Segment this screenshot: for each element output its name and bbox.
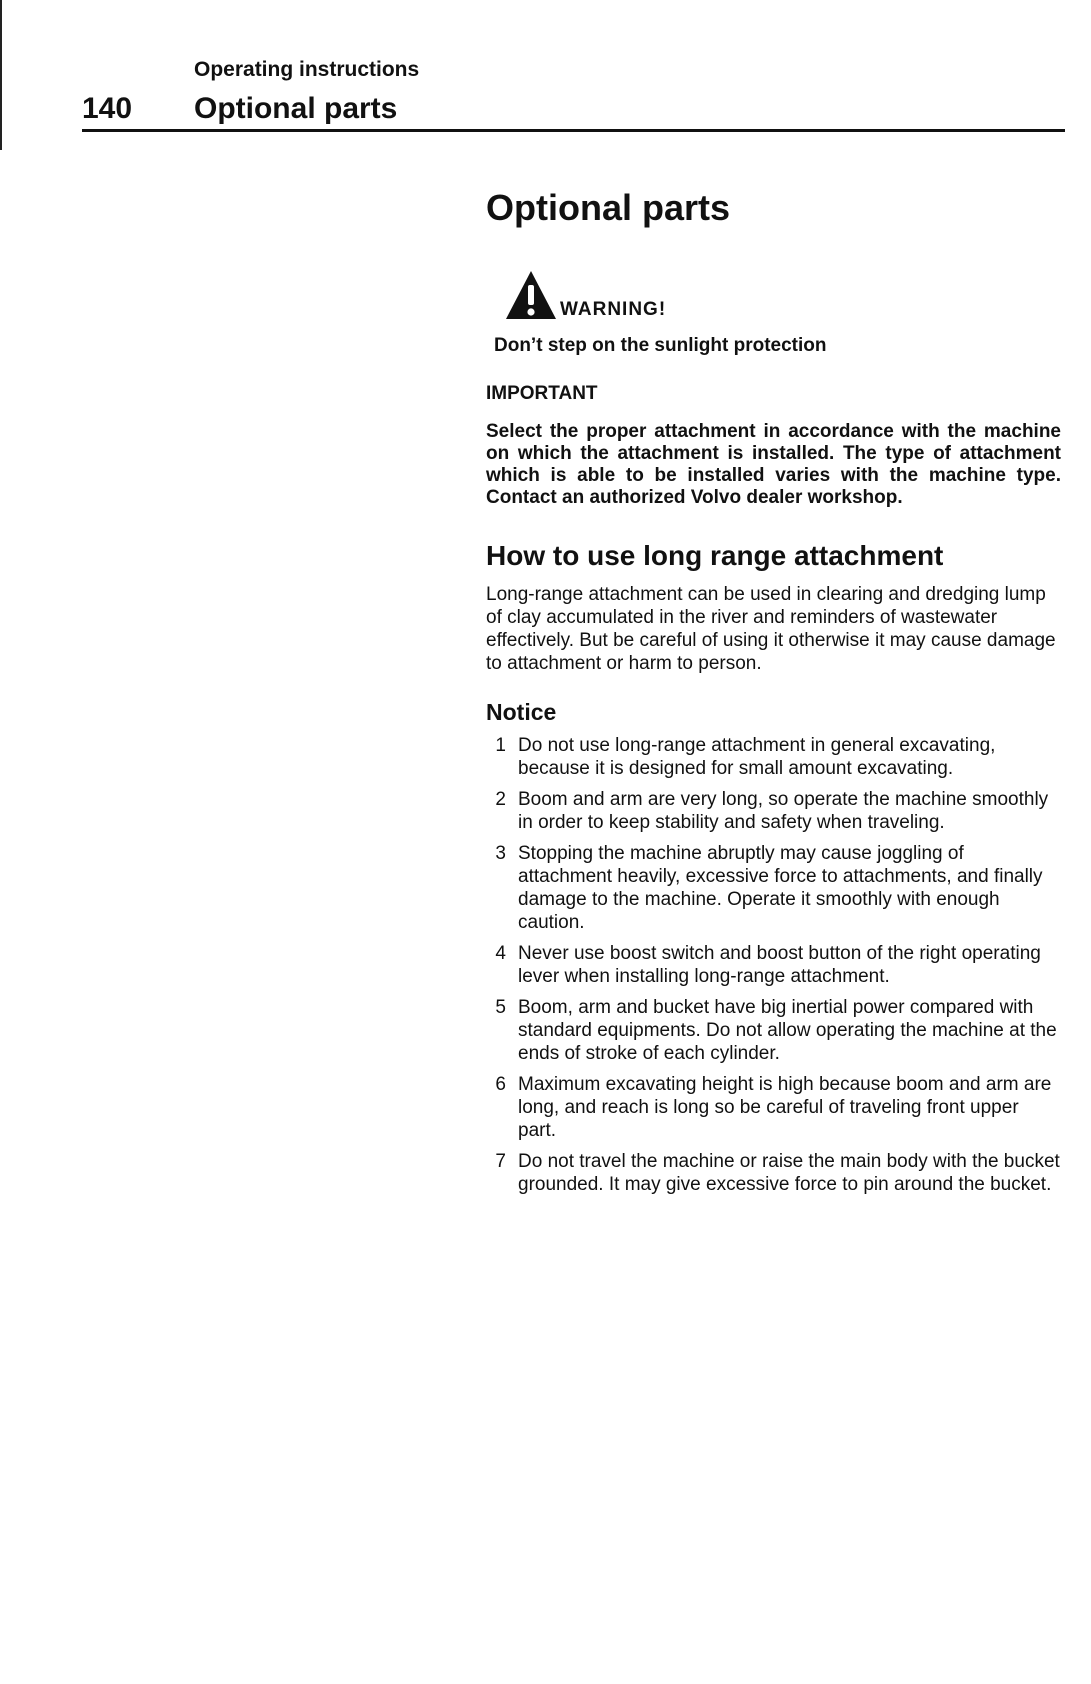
- list-item-number: 7: [495, 1150, 506, 1172]
- subsection-title: How to use long range attachment: [486, 540, 944, 572]
- list-item-text: Maximum excavating height is high because boom and arm are long, and reach is long so be careful of traveling front upper part.: [518, 1073, 1052, 1141]
- list-item: [486, 842, 1061, 934]
- intro-paragraph: Long-range attachment can be used in clearing and dredging lump of clay accumulated in the river and reminders of wastewater effectively. But be careful of using it otherwise it may cause damage to attachment or harm to person.: [486, 583, 1056, 674]
- list-item: [486, 942, 1061, 988]
- warning-label: WARNING!: [560, 299, 667, 321]
- list-item-number: 4: [495, 942, 506, 964]
- warning-triangle-icon: [504, 269, 558, 321]
- list-item: [486, 1150, 1061, 1196]
- list-item-number: 1: [495, 734, 506, 756]
- list-item-number: 6: [495, 1073, 506, 1095]
- warning-text: Don’t step on the sunlight protection: [494, 335, 827, 357]
- list-item-text: Stopping the machine abruptly may cause joggling of attachment heavily, excessive force to attachments, and finally damage to the machine. Operate it smoothly with enough caution.: [518, 842, 1043, 933]
- list-item-text: Boom, arm and bucket have big inertial power compared with standard equipments. Do not allow operating the machine at the ends of stroke of each cylinder.: [518, 996, 1057, 1064]
- list-item-number: 3: [495, 842, 506, 864]
- running-header-kicker: Operating instructions: [194, 58, 420, 81]
- header-rule: [82, 129, 1065, 132]
- list-item: [486, 788, 1061, 834]
- warning-header: [504, 267, 1061, 321]
- list-item-number: 2: [495, 788, 506, 810]
- list-item: [486, 1073, 1061, 1142]
- notice-title: Notice: [486, 698, 557, 725]
- page-edge-line: [0, 0, 2, 150]
- list-item-number: 5: [495, 996, 506, 1018]
- list-item-text: Never use boost switch and boost button of the right operating lever when installing long-range attachment.: [518, 942, 1041, 987]
- list-item: [486, 996, 1061, 1065]
- list-item-text: Boom and arm are very long, so operate the machine smoothly in order to keep stability and safety when traveling.: [518, 788, 1049, 833]
- list-item-text: Do not travel the machine or raise the main body with the bucket grounded. It may give excessive force to pin around the bucket.: [518, 1150, 1060, 1195]
- list-item-text: Do not use long-range attachment in general excavating, because it is designed for small amount excavating.: [518, 734, 996, 779]
- running-header-title: Optional parts: [194, 92, 398, 125]
- important-text: Select the proper attachment in accordance with the machine on which the attachment is installed. The type of attachment which is able to be installed varies with the machine type. Contact an authorized Volvo dealer workshop.: [486, 421, 1061, 509]
- section-title: Optional parts: [486, 187, 731, 228]
- list-item: [486, 734, 1061, 780]
- important-label: IMPORTANT: [486, 383, 598, 405]
- notice-list: [486, 734, 1061, 1196]
- main-content: [486, 186, 1061, 1204]
- page-number: 140: [82, 92, 133, 125]
